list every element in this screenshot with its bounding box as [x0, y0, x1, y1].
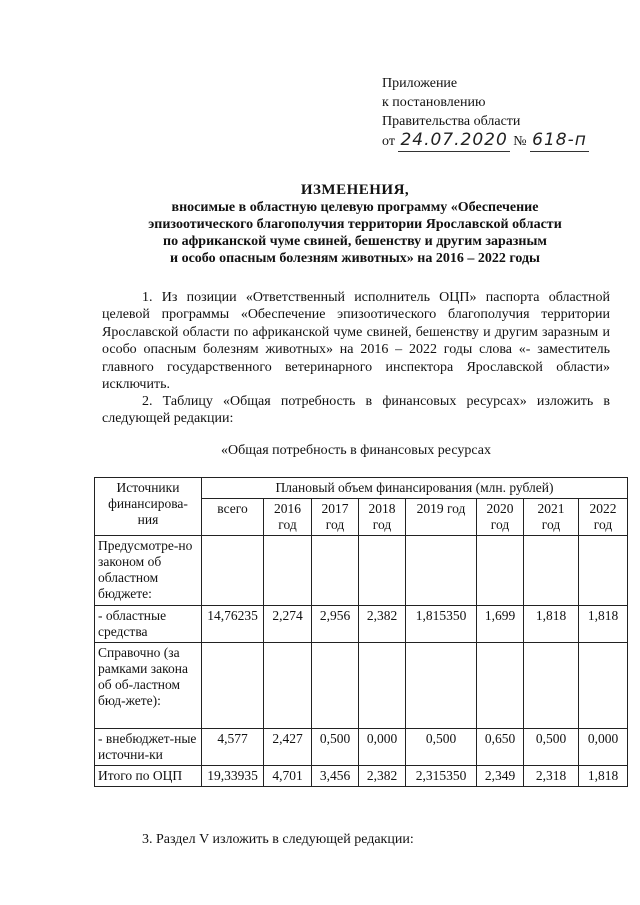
title-line-2: эпизоотического благополучия территории Ярославской области	[148, 217, 562, 232]
table-cell: 1,815350	[406, 606, 477, 643]
appendix-line-3: Правительства области	[382, 114, 521, 129]
table-cell	[406, 536, 477, 606]
header-year: 2019 год	[406, 499, 477, 536]
section-3-paragraph: 3. Раздел V изложить в следующей редакции:	[142, 832, 414, 847]
decree-date: 24.07.2020	[400, 130, 508, 150]
number-label: №	[513, 134, 527, 149]
table-row	[95, 606, 628, 643]
table-cell: 14,76235	[202, 606, 264, 643]
table-cell	[264, 536, 312, 606]
table-cell	[477, 536, 524, 606]
table-cell: 0,500	[406, 729, 477, 766]
row-label: Справочно (за рамками закона об об-ластном бюд-жете):	[95, 643, 202, 729]
table-cell: 0,000	[579, 729, 628, 766]
table-cell: 2,382	[359, 766, 406, 787]
from-label: от	[382, 134, 395, 149]
table-header-row	[95, 478, 628, 499]
table-cell	[312, 536, 359, 606]
header-year: 2020 год	[477, 499, 524, 536]
table-row	[95, 766, 628, 787]
row-label: - областные средства	[95, 606, 202, 643]
table-cell: 0,000	[359, 729, 406, 766]
header-year: 2016 год	[264, 499, 312, 536]
title-heading: ИЗМЕНЕНИЯ,	[300, 182, 410, 198]
title-line-3: по африканской чуме свиней, бешенству и другим заразным	[163, 234, 547, 249]
table-cell	[312, 643, 359, 729]
header-year: 2017 год	[312, 499, 359, 536]
table-cell: 0,500	[524, 729, 579, 766]
table-cell: 4,577	[202, 729, 264, 766]
table-cell: 2,274	[264, 606, 312, 643]
table-cell	[359, 536, 406, 606]
table-cell: 19,33935	[202, 766, 264, 787]
table-cell: 1,818	[524, 606, 579, 643]
table-cell	[477, 643, 524, 729]
header-year: 2021 год	[524, 499, 579, 536]
appendix-block	[382, 74, 589, 152]
paragraph-2: 2. Таблицу «Общая потребность в финансовых ресурсах» изложить в следующей редакции:	[102, 394, 610, 427]
table-row	[95, 536, 628, 606]
table-cell	[359, 643, 406, 729]
table-cell: 2,427	[264, 729, 312, 766]
table-cell: 1,818	[579, 766, 628, 787]
title-line-4: и особо опасным болезням животных» на 2016 – 2022 годы	[170, 251, 540, 266]
table-cell: 1,818	[579, 606, 628, 643]
table-row	[95, 643, 628, 729]
header-year: 2018 год	[359, 499, 406, 536]
financing-table	[94, 477, 628, 787]
header-year: всего	[202, 499, 264, 536]
paragraph-1: 1. Из позиции «Ответственный исполнитель ОЦП» паспорта областной целевой программы «Обеспечение эпизоотического благополучия территории Ярославской области по африканской чуме свиней, бешенству и другим заразным и особо опасным болезням животных» на 2016 – 2022 годы слова «- заместитель главного государственного ветеринарного инспектора Ярославской области» исключить.	[102, 290, 610, 393]
table-cell: 0,500	[312, 729, 359, 766]
document-title	[100, 182, 610, 267]
header-source: Источники финансирова-ния	[95, 478, 202, 536]
table-cell: 1,699	[477, 606, 524, 643]
table-cell: 4,701	[264, 766, 312, 787]
table-cell: 2,956	[312, 606, 359, 643]
decree-number: 618-п	[532, 130, 587, 150]
appendix-date-line	[382, 131, 589, 152]
row-label: - внебюджет-ные источни-ки	[95, 729, 202, 766]
appendix-line-2: к постановлению	[382, 95, 486, 110]
table-cell	[524, 643, 579, 729]
table-cell	[202, 536, 264, 606]
table-cell	[579, 536, 628, 606]
row-label: Итого по ОЦП	[95, 766, 202, 787]
appendix-line-1: Приложение	[382, 76, 458, 91]
table-cell	[524, 536, 579, 606]
table-cell	[264, 643, 312, 729]
table-cell: 2,318	[524, 766, 579, 787]
table-cell: 2,382	[359, 606, 406, 643]
header-plan: Плановый объем финансирования (млн. рублей)	[202, 478, 628, 499]
table-cell: 2,349	[477, 766, 524, 787]
header-year: 2022 год	[579, 499, 628, 536]
table-row	[95, 729, 628, 766]
table-cell: 3,456	[312, 766, 359, 787]
table-cell	[579, 643, 628, 729]
table-caption: «Общая потребность в финансовых ресурсах	[221, 443, 491, 458]
table-cell	[406, 643, 477, 729]
title-line-1: вносимые в областную целевую программу «Обеспечение	[171, 200, 539, 215]
row-label: Предусмотре-но законом об областном бюджете:	[95, 536, 202, 606]
table-cell: 0,650	[477, 729, 524, 766]
table-cell: 2,315350	[406, 766, 477, 787]
table-cell	[202, 643, 264, 729]
